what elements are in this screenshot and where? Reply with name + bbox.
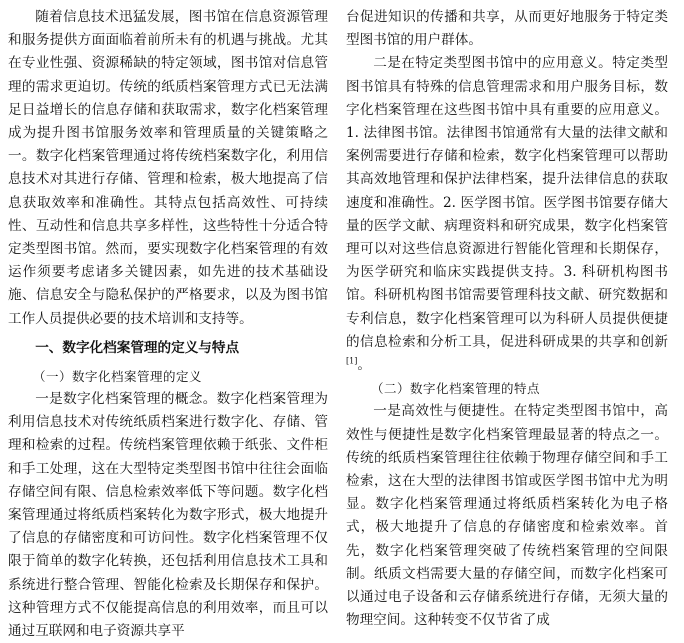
subsection-heading-definition: （一）数字化档案管理的定义 <box>33 368 203 384</box>
right-column <box>346 6 668 632</box>
definition-paragraph: 一是数字化档案管理的概念。数字化档案管理为利用信息技术对传统纸质档案进行数字化、存储、管理和检索的过程。传统档案管理依赖于纸张、文件柜和手工处理，这在大型特定类型图书馆中往往会面临存储空间有限、信息检索效率低下等问题。数字化档案管理通过将纸质档案转化为数字形式，极大地提升了信息的存储密度和可访问性。数字化档案管理不仅限于简单的数字化转换，还包括利用信息技术工具和系统进行整合管理、智能化检索及长期保存和保护。这种管理方式不仅能提高信息的利用效率，而且可以通过互联网和电子资源共享平 <box>8 391 328 640</box>
features-paragraph: 一是高效性与便捷性。在特定类型图书馆中，高效性与便捷性是数字化档案管理最显著的特点之一。传统的纸质档案管理往往依赖于物理存储空间和手工检索，这在大型的法律图书馆或医学图书馆中尤为明显。数字化档案管理通过将纸质档案转化为电子格式，极大地提升了信息的存储密度和检索效率。首先，数字化档案管理突破了传统档案管理的空间限制。纸质文档需要大量的存储空间，而数字化档案可以通过电子设备和云存储系统进行存储，无须大量的物理空间。这种转变不仅节省了成 <box>346 403 668 629</box>
intro-paragraph: 随着信息技术迅猛发展，图书馆在信息资源管理和服务提供方面面临着前所未有的机遇与挑战。尤其在专业性强、资源稀缺的特定领域，图书馆对信息管理的需求更迫切。传统的纸质档案管理方式已无法满足日益增长的信息存储和获取需求，数字化档案管理成为提升图书馆服务效率和管理质量的关键策略之一。数字化档案管理通过将传统档案数字化，利用信息技术对其进行存储、管理和检索，极大地提高了信息获取效率和准确性。其特点包括高效性、可持续性、互动性和信息共享多样性，这些特性十分适合特定类型图书馆。然而，要实现数字化档案管理的有效运作须要考虑诸多关键因素，如先进的技术基础设施、信息安全与隐私保护的严格要求，以及为图书馆工作人员提供必要的技术培训和支持等。 <box>8 9 328 327</box>
left-column <box>8 6 328 643</box>
application-paragraph-text: 二是在特定类型图书馆中的应用意义。特定类型图书馆具有特殊的信息管理需求和用户服务目标，数字化档案管理在这些图书馆中具有重要的应用意义。1. 法律图书馆。法律图书馆通常有大量的法律文献和案例需要进行存储和检索，数字化档案管理可以帮助其高效地管理和保护法律档案，提升法律信息的获取速度和准确性。2. 医学图书馆。医学图书馆要存储大量的医学文献、病理资料和研究成果，数字化档案管理可以对这些信息资源进行智能化管理和长期保存，为医学研究和临床实践提供支持。3. 科研机构图书馆。科研机构图书馆需要管理科技文献、研究数据和专利信息，数字化档案管理可以为科研人员提供便捷的信息检索和分析工具，促进科研成果的共享和创新 <box>346 55 668 350</box>
continuation-paragraph: 台促进知识的传播和共享，从而更好地服务于特定类型图书馆的用户群体。 <box>346 9 668 49</box>
section-heading: 一、数字化档案管理的定义与特点 <box>35 339 240 356</box>
application-paragraph <box>346 52 668 377</box>
subsection-heading-features: （二）数字化档案管理的特点 <box>371 381 541 397</box>
citation-marker: [1] <box>346 356 358 366</box>
application-paragraph-end: 。 <box>357 357 371 374</box>
